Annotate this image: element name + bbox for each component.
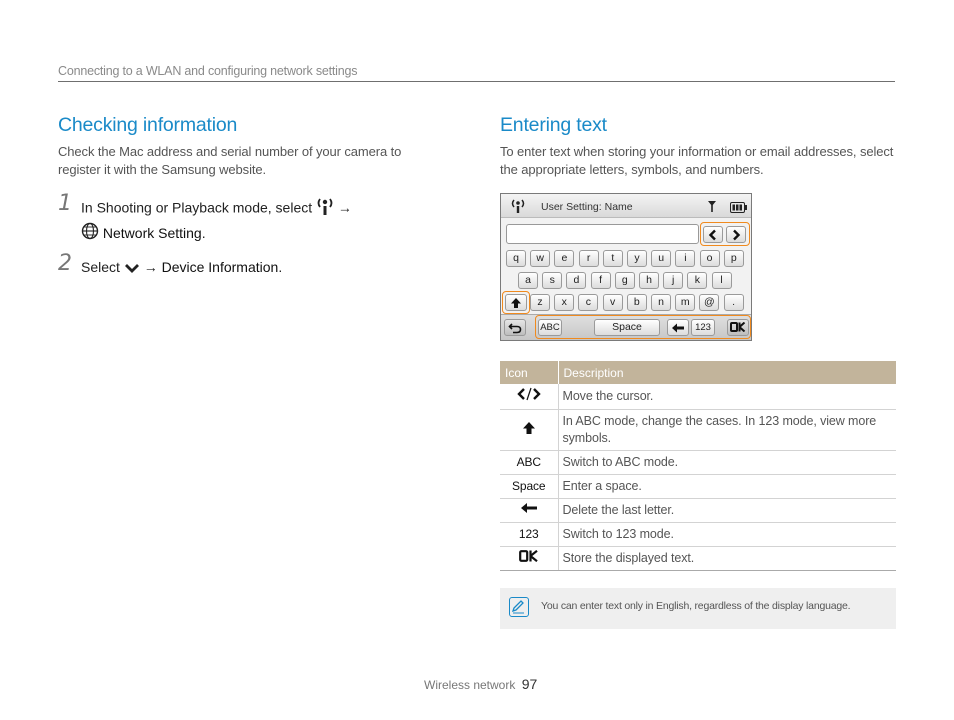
key-k[interactable]: k	[687, 272, 707, 289]
key-d[interactable]: d	[566, 272, 586, 289]
key-n[interactable]: n	[651, 294, 671, 311]
key-w[interactable]: w	[530, 250, 550, 267]
key-c[interactable]: c	[578, 294, 598, 311]
step-text: In Shooting or Playback mode, select	[81, 199, 313, 216]
key-r[interactable]: r	[579, 250, 599, 267]
row-description: Store the displayed text.	[558, 547, 896, 571]
footer-section: Wireless network	[424, 678, 516, 692]
key-period[interactable]: .	[724, 294, 744, 311]
page-footer	[424, 676, 537, 692]
note-pencil-icon	[509, 597, 529, 617]
key-f[interactable]: f	[591, 272, 611, 289]
camera-screen-title: User Setting: Name	[541, 201, 633, 213]
checking-information-section	[58, 114, 438, 280]
space-label: Space	[500, 475, 558, 499]
battery-icon	[730, 200, 747, 218]
checking-information-intro: Check the Mac address and serial number of your camera to register it with the Samsung website.	[58, 144, 402, 177]
column-header-description: Description	[558, 361, 896, 384]
table-row	[500, 451, 896, 475]
step-number: 1	[58, 191, 72, 216]
row-description: Delete the last letter.	[558, 499, 896, 523]
key-b[interactable]: b	[627, 294, 647, 311]
table-row	[500, 410, 896, 451]
key-j[interactable]: j	[663, 272, 683, 289]
key-g[interactable]: g	[615, 272, 635, 289]
icon-description-table	[500, 361, 896, 571]
key-e[interactable]: e	[554, 250, 574, 267]
table-header-row	[500, 361, 896, 384]
note-text: You can enter text only in English, regardless of the display language.	[541, 600, 851, 612]
key-u[interactable]: u	[651, 250, 671, 267]
column-header-icon: Icon	[500, 361, 558, 384]
step-text: Select	[81, 259, 120, 276]
network-setting-menu-label: Network Setting	[102, 225, 202, 241]
key-t[interactable]: t	[603, 250, 623, 267]
table-row	[500, 499, 896, 523]
bottom-keys-highlight	[535, 315, 751, 339]
entering-text-title: Entering text	[500, 114, 607, 136]
cursor-keys-highlight	[700, 222, 750, 246]
shift-arrow-up-icon	[500, 410, 558, 451]
key-a[interactable]: a	[518, 272, 538, 289]
key-l[interactable]: l	[712, 272, 732, 289]
chevron-down-icon	[124, 258, 140, 280]
row-description: Switch to 123 mode.	[558, 523, 896, 547]
step-1	[58, 191, 438, 246]
abc-mode-label: ABC	[500, 451, 558, 475]
key-at[interactable]: @	[699, 294, 719, 311]
key-i[interactable]: i	[675, 250, 695, 267]
key-y[interactable]: y	[627, 250, 647, 267]
page-number: 97	[521, 676, 538, 692]
number-mode-key[interactable]: 123	[691, 319, 715, 336]
table-row	[500, 475, 896, 499]
step-arrow: →	[143, 259, 158, 276]
entering-text-intro: To enter text when storing your information or email addresses, select the appropriate letters, symbols, and numbers.	[500, 144, 894, 177]
backspace-arrow-icon	[500, 499, 558, 523]
key-m[interactable]: m	[675, 294, 695, 311]
key-z[interactable]: z	[530, 294, 550, 311]
text-entry-field[interactable]	[506, 224, 699, 244]
space-key[interactable]: Space	[594, 319, 660, 336]
step-number: 2	[58, 251, 72, 277]
note-box	[500, 588, 896, 629]
camera-top-bar	[501, 194, 751, 218]
wireless-icon	[316, 196, 334, 222]
network-globe-icon	[81, 222, 99, 246]
abc-mode-key[interactable]: ABC	[538, 319, 562, 336]
back-key[interactable]	[504, 319, 526, 336]
key-p[interactable]: p	[724, 250, 744, 267]
table-row	[500, 384, 896, 410]
device-information-menu-label: Device Information	[161, 259, 279, 276]
row-description: Enter a space.	[558, 475, 896, 499]
step-end: .	[278, 259, 283, 276]
running-header-text: Connecting to a WLAN and configuring network settings	[58, 64, 358, 78]
entering-text-section	[500, 114, 896, 179]
number-mode-label: 123	[500, 523, 558, 547]
running-header	[58, 62, 895, 82]
key-o[interactable]: o	[700, 250, 720, 267]
table-row	[500, 523, 896, 547]
checking-information-title: Checking information	[58, 114, 238, 136]
step-arrow: →	[337, 199, 352, 216]
cursor-left-right-icon	[500, 384, 558, 410]
key-v[interactable]: v	[603, 294, 623, 311]
step-end: .	[201, 225, 206, 241]
shift-key-highlight	[502, 291, 530, 314]
camera-keyboard-screen	[500, 193, 752, 341]
signal-antenna-icon	[707, 199, 717, 217]
key-s[interactable]: s	[542, 272, 562, 289]
row-description: Switch to ABC mode.	[558, 451, 896, 475]
ok-icon	[500, 547, 558, 571]
key-q[interactable]: q	[506, 250, 526, 267]
step-2	[58, 251, 438, 279]
wireless-icon	[510, 198, 526, 219]
key-h[interactable]: h	[639, 272, 659, 289]
row-description: Move the cursor.	[558, 384, 896, 410]
row-description: In ABC mode, change the cases. In 123 mode, view more symbols.	[558, 410, 896, 451]
table-row	[500, 547, 896, 571]
key-x[interactable]: x	[554, 294, 574, 311]
